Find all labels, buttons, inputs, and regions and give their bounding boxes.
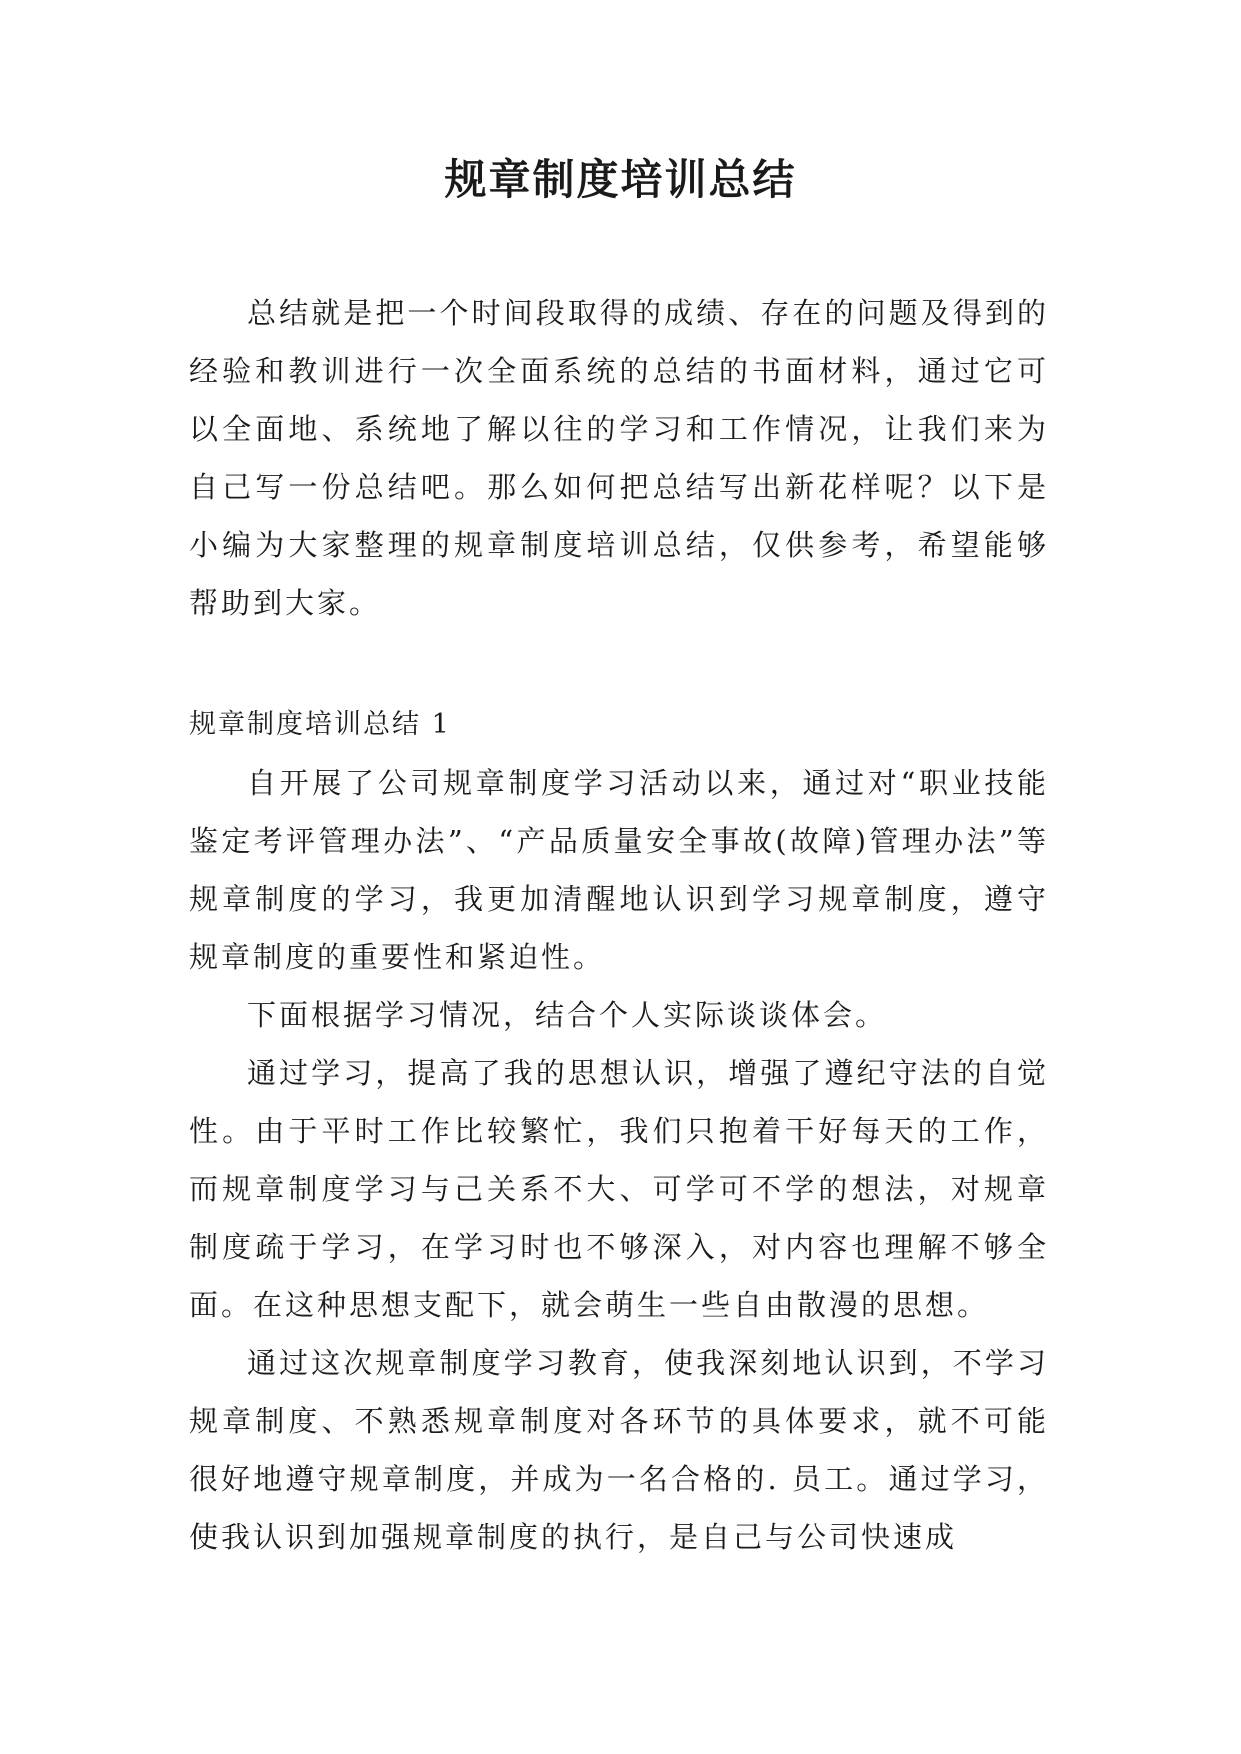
body-paragraph: 下面根据学习情况，结合个人实际谈谈体会。 — [247, 998, 888, 1032]
document-body — [189, 284, 1049, 1566]
intro-paragraph: 总结就是把一个时间段取得的成绩、存在的问题及得到的经验和教训进行一次全面系统的总结的书面材料，通过它可以全面地、系统地了解以往的学习和工作情况，让我们来为自己写一份总结吧。那么如何把总结写出新花样呢？以下是小编为大家整理的规章制度培训总结，仅供参考，希望能够帮助到大家。 — [189, 296, 1049, 620]
body-paragraph: 自开展了公司规章制度学习活动以来，通过对“职业技能鉴定考评管理办法”、“产品质量安全事故(故障)管理办法”等规章制度的学习，我更加清醒地认识到学习规章制度，遵守规章制度的重要性和紧迫性。 — [189, 766, 1049, 974]
section-spacer — [189, 632, 1049, 696]
document-title: 规章制度培训总结 — [444, 155, 797, 204]
body-paragraph: 通过这次规章制度学习教育，使我深刻地认识到，不学习规章制度、不熟悉规章制度对各环节的具体要求，就不可能很好地遵守规章制度，并成为一名合格的. 员工。通过学习，使我认识到加强规章制度的执行，是自己与公司快速成 — [189, 1346, 1049, 1554]
body-paragraph: 通过学习，提高了我的思想认识，增强了遵纪守法的自觉性。由于平时工作比较繁忙，我们只抱着干好每天的工作，而规章制度学习与己关系不大、可学可不学的想法，对规章制度疏于学习，在学习时也不够深入，对内容也理解不够全面。在这种思想支配下，就会萌生一些自由散漫的思想。 — [189, 1056, 1049, 1322]
section-heading: 规章制度培训总结 1 — [189, 709, 451, 740]
